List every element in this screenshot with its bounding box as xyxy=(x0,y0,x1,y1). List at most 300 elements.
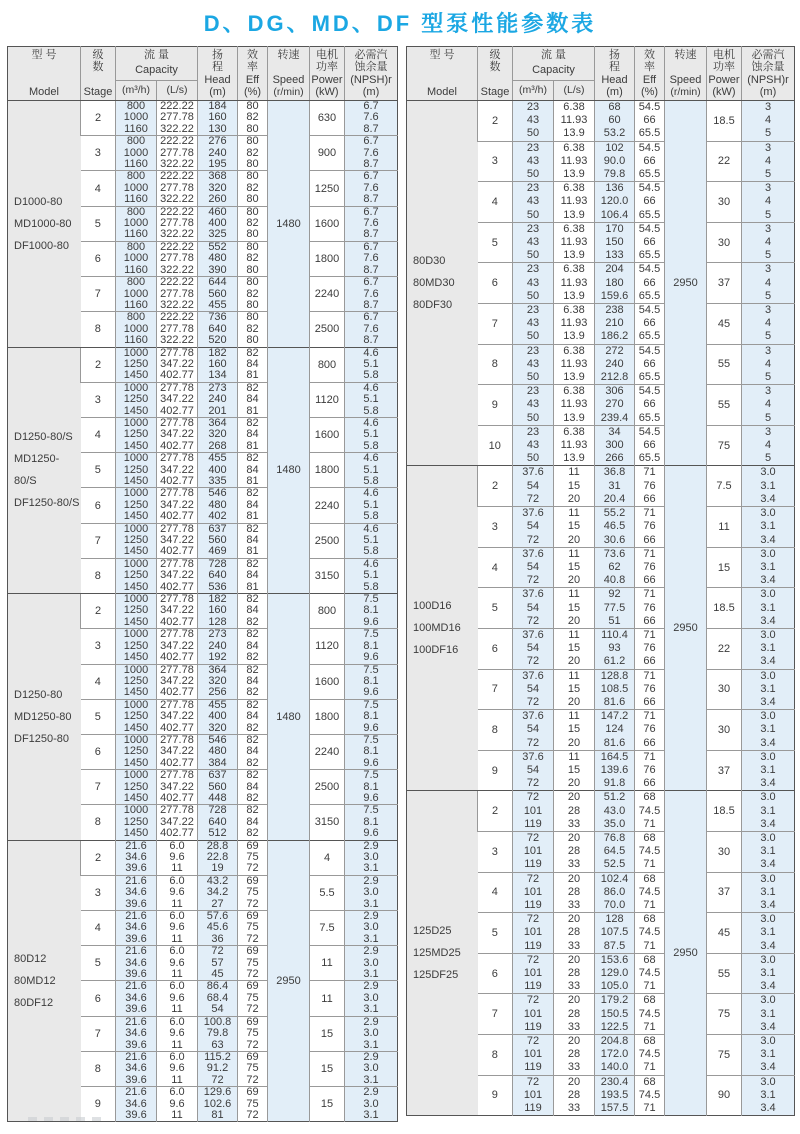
npsh-cell-line: 3.1 xyxy=(363,862,379,875)
capacity-ls-cell-line: 277.78 xyxy=(160,146,194,159)
npsh-cell xyxy=(742,913,795,954)
capacity-ls-cell xyxy=(157,277,198,312)
capacity-ls-cell-line: 11.93 xyxy=(560,317,588,330)
power-cell: 2240 xyxy=(310,488,345,523)
capacity-m3h-cell xyxy=(116,241,157,276)
power-cell: 18.5 xyxy=(707,101,742,142)
stage-cell: 4 xyxy=(478,182,513,223)
eff-cell xyxy=(238,277,268,312)
eff-cell-line: 72 xyxy=(246,1108,259,1121)
head-cell-line: 129.6 xyxy=(203,1086,232,1099)
head-cell-line: 384 xyxy=(208,756,227,769)
capacity-ls-cell-line: 277.78 xyxy=(160,287,194,300)
eff-cell xyxy=(238,911,268,946)
power-cell: 2500 xyxy=(310,770,345,805)
capacity-ls-cell xyxy=(157,241,198,276)
capacity-ls-cell-line: 277.78 xyxy=(160,769,194,782)
head-cell-line: 107.5 xyxy=(600,926,629,939)
npsh-cell xyxy=(742,385,795,426)
capacity-ls-cell-line: 13.9 xyxy=(563,249,585,262)
capacity-m3h-cell-line: 1160 xyxy=(124,298,148,311)
npsh-cell-line: 9.6 xyxy=(363,615,379,628)
head-cell-line: 81.6 xyxy=(603,695,626,708)
eff-cell-line: 82 xyxy=(246,416,259,429)
capacity-ls-cell-line: 6.0 xyxy=(169,945,185,958)
head-cell-line: 240 xyxy=(208,393,227,406)
capacity-ls-cell-line: 6.38 xyxy=(563,263,585,276)
capacity-ls-cell xyxy=(157,594,198,629)
npsh-cell xyxy=(742,669,795,710)
head-cell-line: 51.2 xyxy=(603,791,626,804)
head-cell-line: 110.4 xyxy=(601,628,628,641)
npsh-cell-line: 5.1 xyxy=(363,498,379,511)
capacity-ls-cell-line: 6.38 xyxy=(563,425,585,438)
npsh-cell-line: 5 xyxy=(764,452,772,465)
table-row xyxy=(8,101,398,136)
header-stage: 级 数 Stage xyxy=(478,47,513,101)
capacity-ls-cell-line: 9.6 xyxy=(169,921,185,934)
npsh-cell-line: 3.0 xyxy=(760,953,776,966)
head-cell-line: 160 xyxy=(208,357,227,370)
eff-cell-line: 71 xyxy=(643,669,656,682)
eff-cell xyxy=(635,913,665,954)
head-cell xyxy=(198,1051,238,1086)
capacity-m3h-cell xyxy=(513,466,554,507)
eff-cell xyxy=(238,664,268,699)
head-cell xyxy=(198,171,238,206)
capacity-ls-cell-line: 322.22 xyxy=(160,122,194,135)
capacity-m3h-cell-line: 50 xyxy=(526,330,540,343)
capacity-m3h-cell-line: 1000 xyxy=(123,346,149,359)
head-cell-line: 320 xyxy=(208,428,227,441)
capacity-ls-cell-line: 28 xyxy=(567,1007,581,1020)
npsh-cell-line: 5.8 xyxy=(363,580,379,593)
eff-cell-line: 84 xyxy=(246,815,259,828)
header-model: 型 号 Model xyxy=(407,47,478,101)
npsh-cell-line: 2.9 xyxy=(363,980,379,993)
head-cell-line: 102 xyxy=(605,141,624,154)
capacity-ls-cell-line: 33 xyxy=(567,817,581,830)
npsh-cell-line: 3.1 xyxy=(760,804,776,817)
eff-cell-line: 82 xyxy=(246,252,259,265)
stage-cell: 6 xyxy=(478,263,513,304)
capacity-ls-cell xyxy=(554,669,595,710)
capacity-ls-cell-line: 6.38 xyxy=(563,141,585,154)
head-cell-line: 128.8 xyxy=(600,669,629,682)
stage-cell: 5 xyxy=(81,453,116,488)
capacity-m3h-cell xyxy=(116,946,157,981)
npsh-cell-line: 3.0 xyxy=(363,1027,379,1040)
npsh-cell-line: 7.6 xyxy=(363,252,379,265)
eff-cell-line: 80 xyxy=(246,193,259,206)
npsh-cell-line: 9.6 xyxy=(363,827,379,840)
head-cell-line: 273 xyxy=(208,381,227,394)
eff-cell-line: 71 xyxy=(643,939,656,952)
capacity-ls-cell-line: 11.93 xyxy=(560,439,588,452)
head-cell xyxy=(198,1016,238,1051)
head-cell-line: 30.6 xyxy=(603,533,626,546)
power-cell: 800 xyxy=(310,347,345,382)
head-cell-line: 93 xyxy=(608,642,621,655)
eff-cell xyxy=(635,222,665,263)
capacity-ls-cell-line: 277.78 xyxy=(160,252,194,265)
capacity-m3h-cell xyxy=(116,101,157,136)
capacity-ls-cell-line: 402.77 xyxy=(160,404,194,417)
capacity-m3h-cell-line: 39.6 xyxy=(125,932,147,945)
capacity-ls-cell xyxy=(157,699,198,734)
capacity-ls-cell-line: 347.22 xyxy=(160,428,194,441)
stage-cell: 6 xyxy=(81,734,116,769)
npsh-cell xyxy=(345,981,398,1016)
eff-cell-line: 65.5 xyxy=(638,330,661,343)
head-cell-line: 124 xyxy=(605,723,624,736)
head-cell xyxy=(595,547,635,588)
capacity-ls-cell-line: 222.22 xyxy=(160,205,194,218)
capacity-m3h-cell-line: 1160 xyxy=(124,193,148,206)
eff-cell-line: 81 xyxy=(246,404,259,417)
npsh-cell-line: 5.8 xyxy=(363,439,379,452)
capacity-ls-cell-line: 11.93 xyxy=(560,276,588,289)
head-cell-line: 266 xyxy=(605,452,624,465)
capacity-ls-cell-line: 277.78 xyxy=(160,381,194,394)
npsh-cell xyxy=(742,1035,795,1076)
capacity-ls-cell-line: 11 xyxy=(171,1003,183,1016)
model-name: 100D16 xyxy=(413,600,452,613)
capacity-m3h-cell-line: 1000 xyxy=(123,217,149,230)
head-cell-line: 105.0 xyxy=(600,980,629,993)
capacity-m3h-cell-line: 1250 xyxy=(123,780,149,793)
capacity-m3h-cell xyxy=(116,734,157,769)
npsh-cell-line: 7.6 xyxy=(363,217,379,230)
model-name: MD1250-80 xyxy=(14,710,72,723)
capacity-m3h-cell-line: 72 xyxy=(526,574,540,587)
eff-cell-line: 69 xyxy=(246,1015,259,1028)
eff-cell xyxy=(238,558,268,593)
head-cell-line: 81 xyxy=(211,1108,224,1121)
npsh-cell-line: 7.6 xyxy=(363,322,379,335)
capacity-ls-cell-line: 20 xyxy=(567,831,581,844)
npsh-cell xyxy=(742,507,795,548)
head-cell-line: 128 xyxy=(208,615,227,628)
power-cell: 3150 xyxy=(310,805,345,840)
capacity-ls-cell-line: 13.9 xyxy=(563,330,585,343)
capacity-ls-cell xyxy=(554,953,595,994)
capacity-ls-cell-line: 347.22 xyxy=(160,604,194,617)
speed-cell: 2950 xyxy=(665,466,707,791)
capacity-m3h-cell-line: 1160 xyxy=(124,228,148,241)
capacity-ls-cell-line: 322.22 xyxy=(160,263,194,276)
eff-cell-line: 74.5 xyxy=(638,926,661,939)
npsh-cell-line: 5 xyxy=(764,289,772,302)
eff-cell-line: 80 xyxy=(246,158,259,171)
head-cell-line: 70.0 xyxy=(603,898,626,911)
capacity-ls-cell-line: 11 xyxy=(171,932,183,945)
eff-cell-line: 72 xyxy=(246,897,259,910)
capacity-m3h-cell-line: 39.6 xyxy=(125,897,147,910)
eff-cell-line: 80 xyxy=(246,298,259,311)
capacity-m3h-cell-line: 54 xyxy=(526,723,540,736)
capacity-m3h-cell-line: 1000 xyxy=(123,452,149,465)
capacity-m3h-cell-line: 72 xyxy=(526,1035,540,1048)
head-cell-line: 52.5 xyxy=(603,858,626,871)
npsh-cell xyxy=(345,523,398,558)
eff-cell-line: 74.5 xyxy=(638,845,661,858)
eff-cell-line: 66 xyxy=(643,398,656,411)
speed-cell: 2950 xyxy=(665,101,707,466)
power-cell: 30 xyxy=(707,710,742,751)
npsh-cell-line: 3.1 xyxy=(760,520,776,533)
eff-cell-line: 54.5 xyxy=(638,141,661,154)
npsh-cell-line: 9.6 xyxy=(363,756,379,769)
eff-cell-line: 65.5 xyxy=(638,249,661,262)
head-cell-line: 182 xyxy=(208,593,227,606)
head-cell-line: 552 xyxy=(208,240,227,253)
head-cell-line: 136 xyxy=(605,182,624,195)
head-cell-line: 61.2 xyxy=(603,655,626,668)
power-cell: 11 xyxy=(707,507,742,548)
capacity-ls-cell-line: 13.9 xyxy=(563,127,585,140)
npsh-cell-line: 3.0 xyxy=(760,1075,776,1088)
model-name: D1250-80 xyxy=(14,688,63,701)
stage-cell: 7 xyxy=(478,994,513,1035)
head-cell xyxy=(198,911,238,946)
head-cell-line: 469 xyxy=(208,545,227,558)
eff-cell-line: 82 xyxy=(246,733,259,746)
head-cell-line: 172.0 xyxy=(600,1048,629,1061)
eff-cell xyxy=(635,182,665,223)
capacity-m3h-cell-line: 39.6 xyxy=(125,1108,147,1121)
head-cell-line: 240 xyxy=(208,639,227,652)
npsh-cell-line: 3.4 xyxy=(760,939,776,952)
eff-cell-line: 66 xyxy=(643,439,656,452)
capacity-m3h-cell-line: 1450 xyxy=(123,439,149,452)
capacity-ls-cell-line: 15 xyxy=(567,520,581,533)
capacity-m3h-cell-line: 101 xyxy=(523,845,543,858)
model-name: 80MD30 xyxy=(413,277,455,290)
capacity-m3h-cell-line: 119 xyxy=(524,939,542,952)
capacity-ls-cell xyxy=(157,946,198,981)
power-cell: 22 xyxy=(707,141,742,182)
eff-cell-line: 66 xyxy=(643,695,656,708)
head-cell-line: 129.0 xyxy=(600,967,629,979)
model-name: 80D12 xyxy=(14,952,47,965)
head-cell-line: 400 xyxy=(208,463,227,476)
eff-cell-line: 81 xyxy=(246,439,259,452)
head-cell-line: 51 xyxy=(608,614,621,627)
capacity-m3h-cell-line: 101 xyxy=(523,926,543,939)
eff-cell-line: 82 xyxy=(246,804,259,817)
capacity-ls-cell-line: 322.22 xyxy=(160,298,194,311)
npsh-cell-line: 3.0 xyxy=(760,710,776,723)
eff-cell-line: 75 xyxy=(246,921,259,934)
eff-cell xyxy=(238,171,268,206)
npsh-cell-line: 2.9 xyxy=(363,1086,379,1099)
head-cell xyxy=(198,629,238,664)
capacity-m3h-cell xyxy=(116,347,157,382)
capacity-ls-cell-line: 13.9 xyxy=(563,289,585,302)
npsh-cell-line: 9.6 xyxy=(363,651,379,664)
npsh-cell-line: 3.1 xyxy=(760,642,776,655)
capacity-ls-cell xyxy=(554,304,595,345)
capacity-m3h-cell-line: 34.6 xyxy=(125,1027,147,1040)
stage-cell: 7 xyxy=(478,304,513,345)
eff-cell-line: 84 xyxy=(246,604,259,617)
capacity-m3h-cell xyxy=(116,875,157,910)
npsh-cell xyxy=(742,547,795,588)
head-cell-line: 256 xyxy=(208,686,227,699)
npsh-cell xyxy=(345,347,398,382)
head-cell xyxy=(595,669,635,710)
eff-cell-line: 66 xyxy=(643,614,656,627)
eff-cell-line: 69 xyxy=(246,910,259,923)
header-stage: 级 数 Stage xyxy=(81,47,116,101)
capacity-m3h-cell-line: 37.6 xyxy=(522,669,544,682)
capacity-m3h-cell-line: 72 xyxy=(526,913,540,926)
stage-cell: 8 xyxy=(81,558,116,593)
capacity-m3h-cell-line: 1450 xyxy=(123,475,149,487)
capacity-ls-cell-line: 11 xyxy=(568,710,580,723)
npsh-cell-line: 6.7 xyxy=(363,311,379,324)
npsh-cell-line: 6.7 xyxy=(363,276,379,289)
head-cell xyxy=(595,222,635,263)
stage-cell: 4 xyxy=(81,664,116,699)
eff-cell-line: 68 xyxy=(643,994,656,1007)
power-cell: 22 xyxy=(707,628,742,669)
capacity-ls-cell-line: 15 xyxy=(567,723,581,736)
capacity-ls-cell-line: 11 xyxy=(568,628,580,641)
capacity-ls-cell xyxy=(157,629,198,664)
stage-cell: 6 xyxy=(81,488,116,523)
npsh-cell-line: 3.0 xyxy=(760,1035,776,1048)
eff-cell-line: 65.5 xyxy=(638,127,661,140)
npsh-cell-line: 3.1 xyxy=(760,967,776,979)
npsh-cell-line: 8.7 xyxy=(363,263,379,276)
head-cell-line: 130 xyxy=(208,122,227,135)
capacity-ls-cell xyxy=(157,734,198,769)
power-cell: 55 xyxy=(707,385,742,426)
capacity-ls-cell xyxy=(157,453,198,488)
power-cell: 2500 xyxy=(310,523,345,558)
capacity-ls-cell xyxy=(157,417,198,452)
eff-cell xyxy=(238,523,268,558)
npsh-cell-line: 3.4 xyxy=(760,777,776,790)
stage-cell: 5 xyxy=(81,206,116,241)
eff-cell xyxy=(635,953,665,994)
capacity-ls-cell xyxy=(554,507,595,548)
npsh-cell-line: 8.7 xyxy=(363,228,379,241)
stage-cell: 2 xyxy=(81,101,116,136)
eff-cell-line: 74.5 xyxy=(638,1007,661,1020)
head-cell-line: 36.8 xyxy=(603,466,626,479)
head-cell xyxy=(595,385,635,426)
eff-cell-line: 54.5 xyxy=(638,385,661,398)
eff-cell-line: 65.5 xyxy=(638,411,661,424)
speed-cell: 1480 xyxy=(268,594,310,841)
capacity-m3h-cell-line: 1450 xyxy=(123,756,149,769)
npsh-cell-line: 8.1 xyxy=(363,674,379,687)
model-cell xyxy=(8,840,81,1122)
capacity-m3h-cell-line: 1000 xyxy=(123,628,149,641)
eff-cell xyxy=(635,344,665,385)
head-cell-line: 87.5 xyxy=(603,939,626,952)
capacity-m3h-cell xyxy=(116,312,157,347)
capacity-m3h-cell xyxy=(513,1035,554,1076)
eff-cell-line: 82 xyxy=(246,698,259,711)
head-cell-line: 364 xyxy=(208,663,227,676)
capacity-m3h-cell-line: 1000 xyxy=(123,557,149,570)
npsh-cell xyxy=(345,101,398,136)
head-cell xyxy=(198,558,238,593)
power-cell: 15 xyxy=(310,1051,345,1086)
npsh-cell-line: 8.1 xyxy=(363,780,379,793)
capacity-m3h-cell-line: 1250 xyxy=(123,815,149,828)
stage-cell: 2 xyxy=(81,347,116,382)
eff-cell-line: 69 xyxy=(246,1050,259,1063)
capacity-m3h-cell-line: 21.6 xyxy=(125,839,147,852)
capacity-m3h-cell-line: 1000 xyxy=(123,416,149,429)
head-cell xyxy=(198,594,238,629)
capacity-m3h-cell-line: 39.6 xyxy=(125,1003,147,1016)
head-cell-line: 186.2 xyxy=(600,330,629,343)
capacity-ls-cell-line: 222.22 xyxy=(160,311,194,324)
page-title: D、DG、MD、DF 型泵性能参数表 xyxy=(203,11,597,36)
capacity-m3h-cell-line: 54 xyxy=(526,520,540,533)
npsh-cell xyxy=(742,182,795,223)
capacity-m3h-cell xyxy=(116,664,157,699)
stage-cell: 4 xyxy=(478,872,513,913)
capacity-m3h-cell xyxy=(513,182,554,223)
npsh-cell-line: 4 xyxy=(764,154,772,167)
capacity-m3h-cell-line: 101 xyxy=(523,885,543,898)
capacity-ls-cell-line: 6.38 xyxy=(563,344,585,357)
npsh-cell-line: 4.6 xyxy=(363,346,379,359)
npsh-cell-line: 4 xyxy=(764,317,772,330)
capacity-ls-cell-line: 322.22 xyxy=(160,228,194,241)
npsh-cell-line: 3.0 xyxy=(760,791,776,804)
eff-cell-line: 82 xyxy=(246,487,259,500)
eff-cell-line: 76 xyxy=(643,763,656,776)
npsh-cell-line: 5.1 xyxy=(363,393,379,406)
capacity-ls-cell-line: 402.77 xyxy=(160,615,194,628)
capacity-ls-cell-line: 33 xyxy=(567,1102,581,1115)
eff-cell-line: 71 xyxy=(643,1020,656,1033)
capacity-ls-cell-line: 11 xyxy=(171,862,183,875)
stage-cell: 8 xyxy=(478,710,513,751)
eff-cell-line: 82 xyxy=(246,322,259,335)
eff-cell xyxy=(238,453,268,488)
eff-cell-line: 76 xyxy=(643,601,656,614)
npsh-cell xyxy=(742,466,795,507)
npsh-cell xyxy=(742,101,795,142)
eff-cell-line: 68 xyxy=(643,913,656,926)
npsh-cell-line: 7.5 xyxy=(363,769,379,782)
stage-cell: 3 xyxy=(478,141,513,182)
eff-cell-line: 82 xyxy=(246,651,259,664)
capacity-ls-cell xyxy=(554,222,595,263)
head-cell xyxy=(198,453,238,488)
eff-cell-line: 66 xyxy=(643,777,656,790)
capacity-m3h-cell xyxy=(116,523,157,558)
eff-cell-line: 72 xyxy=(246,932,259,945)
npsh-cell-line: 8.1 xyxy=(363,639,379,652)
capacity-m3h-cell xyxy=(116,1087,157,1122)
npsh-cell-line: 3.0 xyxy=(363,991,379,1004)
head-cell-line: 72 xyxy=(211,945,224,958)
npsh-cell xyxy=(345,664,398,699)
eff-cell xyxy=(238,805,268,840)
npsh-cell-line: 3.0 xyxy=(760,750,776,763)
eff-cell-line: 84 xyxy=(246,674,259,687)
